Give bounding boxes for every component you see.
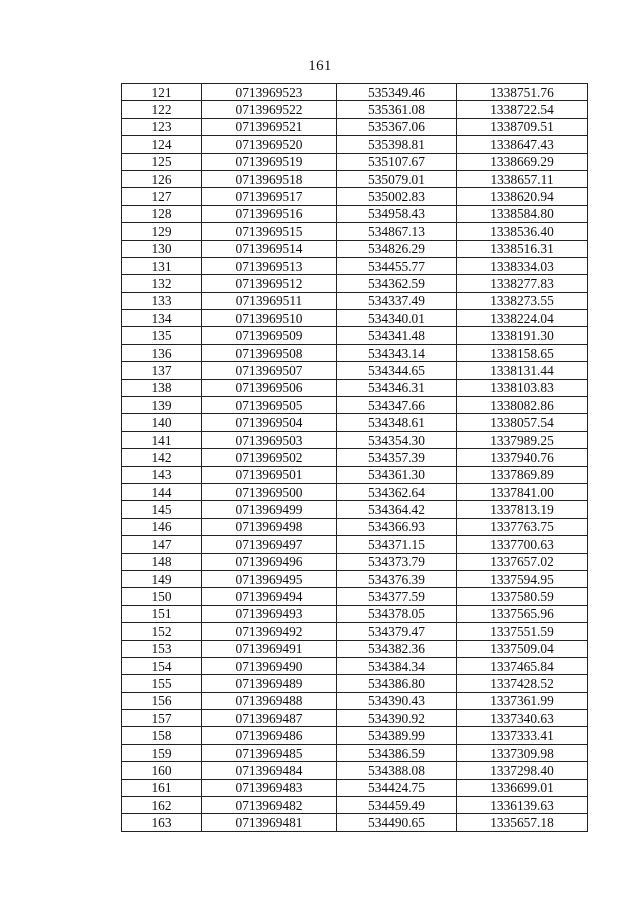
y-coordinate-cell: 1337657.02 bbox=[457, 553, 588, 570]
x-coordinate-cell: 534340.01 bbox=[337, 310, 457, 327]
y-coordinate-cell: 1336699.01 bbox=[457, 779, 588, 796]
x-coordinate-cell: 535107.67 bbox=[337, 153, 457, 170]
table-row bbox=[122, 362, 588, 379]
table-row bbox=[122, 310, 588, 327]
x-coordinate-cell: 535349.46 bbox=[337, 84, 457, 101]
y-coordinate-cell: 1338669.29 bbox=[457, 153, 588, 170]
y-coordinate-cell: 1337340.63 bbox=[457, 710, 588, 727]
parcel-id-cell: 0713969490 bbox=[202, 657, 337, 674]
parcel-id-cell: 0713969487 bbox=[202, 710, 337, 727]
table-row bbox=[122, 449, 588, 466]
x-coordinate-cell: 534424.75 bbox=[337, 779, 457, 796]
parcel-id-cell: 0713969495 bbox=[202, 570, 337, 587]
table-row bbox=[122, 205, 588, 222]
row-number-cell: 138 bbox=[122, 379, 202, 396]
row-number-cell: 156 bbox=[122, 692, 202, 709]
row-number-cell: 139 bbox=[122, 397, 202, 414]
y-coordinate-cell: 1337700.63 bbox=[457, 536, 588, 553]
row-number-cell: 152 bbox=[122, 623, 202, 640]
x-coordinate-cell: 534376.39 bbox=[337, 570, 457, 587]
table-row bbox=[122, 153, 588, 170]
parcel-id-cell: 0713969520 bbox=[202, 136, 337, 153]
x-coordinate-cell: 534455.77 bbox=[337, 257, 457, 274]
row-number-cell: 148 bbox=[122, 553, 202, 570]
parcel-id-cell: 0713969519 bbox=[202, 153, 337, 170]
row-number-cell: 153 bbox=[122, 640, 202, 657]
row-number-cell: 123 bbox=[122, 118, 202, 135]
x-coordinate-cell: 534373.79 bbox=[337, 553, 457, 570]
table-row bbox=[122, 570, 588, 587]
table-row bbox=[122, 779, 588, 796]
coordinates-table-body bbox=[122, 84, 588, 832]
row-number-cell: 162 bbox=[122, 797, 202, 814]
y-coordinate-cell: 1338103.83 bbox=[457, 379, 588, 396]
x-coordinate-cell: 534366.93 bbox=[337, 518, 457, 535]
parcel-id-cell: 0713969503 bbox=[202, 431, 337, 448]
x-coordinate-cell: 534390.43 bbox=[337, 692, 457, 709]
table-row bbox=[122, 536, 588, 553]
y-coordinate-cell: 1337989.25 bbox=[457, 431, 588, 448]
y-coordinate-cell: 1337813.19 bbox=[457, 501, 588, 518]
y-coordinate-cell: 1337869.89 bbox=[457, 466, 588, 483]
y-coordinate-cell: 1338131.44 bbox=[457, 362, 588, 379]
row-number-cell: 121 bbox=[122, 84, 202, 101]
table-row bbox=[122, 327, 588, 344]
x-coordinate-cell: 534386.59 bbox=[337, 744, 457, 761]
row-number-cell: 129 bbox=[122, 223, 202, 240]
row-number-cell: 161 bbox=[122, 779, 202, 796]
y-coordinate-cell: 1337841.00 bbox=[457, 483, 588, 500]
x-coordinate-cell: 535367.06 bbox=[337, 118, 457, 135]
row-number-cell: 130 bbox=[122, 240, 202, 257]
parcel-id-cell: 0713969482 bbox=[202, 797, 337, 814]
row-number-cell: 136 bbox=[122, 344, 202, 361]
x-coordinate-cell: 534343.14 bbox=[337, 344, 457, 361]
table-row bbox=[122, 397, 588, 414]
row-number-cell: 127 bbox=[122, 188, 202, 205]
table-row bbox=[122, 797, 588, 814]
x-coordinate-cell: 534390.92 bbox=[337, 710, 457, 727]
row-number-cell: 133 bbox=[122, 292, 202, 309]
row-number-cell: 141 bbox=[122, 431, 202, 448]
x-coordinate-cell: 534341.48 bbox=[337, 327, 457, 344]
table-row bbox=[122, 118, 588, 135]
x-coordinate-cell: 534459.49 bbox=[337, 797, 457, 814]
parcel-id-cell: 0713969481 bbox=[202, 814, 337, 831]
x-coordinate-cell: 534490.65 bbox=[337, 814, 457, 831]
x-coordinate-cell: 534354.30 bbox=[337, 431, 457, 448]
parcel-id-cell: 0713969491 bbox=[202, 640, 337, 657]
parcel-id-cell: 0713969494 bbox=[202, 588, 337, 605]
parcel-id-cell: 0713969514 bbox=[202, 240, 337, 257]
parcel-id-cell: 0713969489 bbox=[202, 675, 337, 692]
x-coordinate-cell: 535398.81 bbox=[337, 136, 457, 153]
row-number-cell: 146 bbox=[122, 518, 202, 535]
parcel-id-cell: 0713969506 bbox=[202, 379, 337, 396]
y-coordinate-cell: 1337551.59 bbox=[457, 623, 588, 640]
parcel-id-cell: 0713969516 bbox=[202, 205, 337, 222]
table-row bbox=[122, 414, 588, 431]
parcel-id-cell: 0713969501 bbox=[202, 466, 337, 483]
parcel-id-cell: 0713969523 bbox=[202, 84, 337, 101]
row-number-cell: 154 bbox=[122, 657, 202, 674]
y-coordinate-cell: 1337361.99 bbox=[457, 692, 588, 709]
x-coordinate-cell: 534357.39 bbox=[337, 449, 457, 466]
y-coordinate-cell: 1337465.84 bbox=[457, 657, 588, 674]
parcel-id-cell: 0713969499 bbox=[202, 501, 337, 518]
y-coordinate-cell: 1337509.04 bbox=[457, 640, 588, 657]
y-coordinate-cell: 1338516.31 bbox=[457, 240, 588, 257]
y-coordinate-cell: 1338536.40 bbox=[457, 223, 588, 240]
x-coordinate-cell: 534384.34 bbox=[337, 657, 457, 674]
table-row bbox=[122, 188, 588, 205]
parcel-id-cell: 0713969492 bbox=[202, 623, 337, 640]
row-number-cell: 158 bbox=[122, 727, 202, 744]
table-row bbox=[122, 762, 588, 779]
table-row bbox=[122, 675, 588, 692]
x-coordinate-cell: 534344.65 bbox=[337, 362, 457, 379]
x-coordinate-cell: 534378.05 bbox=[337, 605, 457, 622]
parcel-id-cell: 0713969517 bbox=[202, 188, 337, 205]
x-coordinate-cell: 534867.13 bbox=[337, 223, 457, 240]
row-number-cell: 147 bbox=[122, 536, 202, 553]
x-coordinate-cell: 534346.31 bbox=[337, 379, 457, 396]
y-coordinate-cell: 1338191.30 bbox=[457, 327, 588, 344]
table-row bbox=[122, 657, 588, 674]
x-coordinate-cell: 534379.47 bbox=[337, 623, 457, 640]
row-number-cell: 122 bbox=[122, 101, 202, 118]
row-number-cell: 125 bbox=[122, 153, 202, 170]
x-coordinate-cell: 535002.83 bbox=[337, 188, 457, 205]
table-row bbox=[122, 744, 588, 761]
parcel-id-cell: 0713969496 bbox=[202, 553, 337, 570]
row-number-cell: 134 bbox=[122, 310, 202, 327]
row-number-cell: 149 bbox=[122, 570, 202, 587]
parcel-id-cell: 0713969488 bbox=[202, 692, 337, 709]
y-coordinate-cell: 1338277.83 bbox=[457, 275, 588, 292]
y-coordinate-cell: 1337428.52 bbox=[457, 675, 588, 692]
row-number-cell: 155 bbox=[122, 675, 202, 692]
y-coordinate-cell: 1338057.54 bbox=[457, 414, 588, 431]
x-coordinate-cell: 535361.08 bbox=[337, 101, 457, 118]
x-coordinate-cell: 534388.08 bbox=[337, 762, 457, 779]
parcel-id-cell: 0713969508 bbox=[202, 344, 337, 361]
row-number-cell: 150 bbox=[122, 588, 202, 605]
y-coordinate-cell: 1338751.76 bbox=[457, 84, 588, 101]
coordinates-table bbox=[121, 83, 588, 832]
row-number-cell: 151 bbox=[122, 605, 202, 622]
parcel-id-cell: 0713969521 bbox=[202, 118, 337, 135]
parcel-id-cell: 0713969510 bbox=[202, 310, 337, 327]
x-coordinate-cell: 534362.59 bbox=[337, 275, 457, 292]
parcel-id-cell: 0713969500 bbox=[202, 483, 337, 500]
table-row bbox=[122, 623, 588, 640]
y-coordinate-cell: 1337580.59 bbox=[457, 588, 588, 605]
parcel-id-cell: 0713969483 bbox=[202, 779, 337, 796]
y-coordinate-cell: 1337298.40 bbox=[457, 762, 588, 779]
row-number-cell: 128 bbox=[122, 205, 202, 222]
table-row bbox=[122, 483, 588, 500]
table-row bbox=[122, 136, 588, 153]
x-coordinate-cell: 534382.36 bbox=[337, 640, 457, 657]
table-row bbox=[122, 692, 588, 709]
y-coordinate-cell: 1338584.80 bbox=[457, 205, 588, 222]
x-coordinate-cell: 535079.01 bbox=[337, 170, 457, 187]
table-row bbox=[122, 727, 588, 744]
x-coordinate-cell: 534348.61 bbox=[337, 414, 457, 431]
parcel-id-cell: 0713969511 bbox=[202, 292, 337, 309]
table-row bbox=[122, 466, 588, 483]
table-row bbox=[122, 501, 588, 518]
table-row bbox=[122, 553, 588, 570]
table-row bbox=[122, 292, 588, 309]
parcel-id-cell: 0713969497 bbox=[202, 536, 337, 553]
x-coordinate-cell: 534364.42 bbox=[337, 501, 457, 518]
y-coordinate-cell: 1338709.51 bbox=[457, 118, 588, 135]
parcel-id-cell: 0713969498 bbox=[202, 518, 337, 535]
y-coordinate-cell: 1338620.94 bbox=[457, 188, 588, 205]
row-number-cell: 145 bbox=[122, 501, 202, 518]
row-number-cell: 143 bbox=[122, 466, 202, 483]
y-coordinate-cell: 1337763.75 bbox=[457, 518, 588, 535]
y-coordinate-cell: 1338722.54 bbox=[457, 101, 588, 118]
y-coordinate-cell: 1337333.41 bbox=[457, 727, 588, 744]
row-number-cell: 131 bbox=[122, 257, 202, 274]
y-coordinate-cell: 1338224.04 bbox=[457, 310, 588, 327]
y-coordinate-cell: 1338647.43 bbox=[457, 136, 588, 153]
row-number-cell: 126 bbox=[122, 170, 202, 187]
parcel-id-cell: 0713969505 bbox=[202, 397, 337, 414]
y-coordinate-cell: 1337940.76 bbox=[457, 449, 588, 466]
page-number: 161 bbox=[308, 58, 332, 74]
x-coordinate-cell: 534337.49 bbox=[337, 292, 457, 309]
table-row bbox=[122, 240, 588, 257]
table-row bbox=[122, 84, 588, 101]
y-coordinate-cell: 1338158.65 bbox=[457, 344, 588, 361]
table-row bbox=[122, 275, 588, 292]
parcel-id-cell: 0713969515 bbox=[202, 223, 337, 240]
parcel-id-cell: 0713969504 bbox=[202, 414, 337, 431]
row-number-cell: 124 bbox=[122, 136, 202, 153]
parcel-id-cell: 0713969486 bbox=[202, 727, 337, 744]
parcel-id-cell: 0713969512 bbox=[202, 275, 337, 292]
parcel-id-cell: 0713969509 bbox=[202, 327, 337, 344]
y-coordinate-cell: 1338657.11 bbox=[457, 170, 588, 187]
table-row bbox=[122, 257, 588, 274]
parcel-id-cell: 0713969493 bbox=[202, 605, 337, 622]
row-number-cell: 157 bbox=[122, 710, 202, 727]
parcel-id-cell: 0713969518 bbox=[202, 170, 337, 187]
row-number-cell: 159 bbox=[122, 744, 202, 761]
parcel-id-cell: 0713969485 bbox=[202, 744, 337, 761]
table-row bbox=[122, 518, 588, 535]
x-coordinate-cell: 534377.59 bbox=[337, 588, 457, 605]
row-number-cell: 160 bbox=[122, 762, 202, 779]
y-coordinate-cell: 1338082.86 bbox=[457, 397, 588, 414]
row-number-cell: 142 bbox=[122, 449, 202, 466]
row-number-cell: 137 bbox=[122, 362, 202, 379]
y-coordinate-cell: 1337309.98 bbox=[457, 744, 588, 761]
parcel-id-cell: 0713969522 bbox=[202, 101, 337, 118]
row-number-cell: 132 bbox=[122, 275, 202, 292]
table-row bbox=[122, 640, 588, 657]
parcel-id-cell: 0713969502 bbox=[202, 449, 337, 466]
x-coordinate-cell: 534826.29 bbox=[337, 240, 457, 257]
table-row bbox=[122, 814, 588, 831]
x-coordinate-cell: 534362.64 bbox=[337, 483, 457, 500]
x-coordinate-cell: 534371.15 bbox=[337, 536, 457, 553]
y-coordinate-cell: 1338273.55 bbox=[457, 292, 588, 309]
table-row bbox=[122, 101, 588, 118]
y-coordinate-cell: 1335657.18 bbox=[457, 814, 588, 831]
parcel-id-cell: 0713969484 bbox=[202, 762, 337, 779]
row-number-cell: 140 bbox=[122, 414, 202, 431]
table-row bbox=[122, 431, 588, 448]
x-coordinate-cell: 534361.30 bbox=[337, 466, 457, 483]
parcel-id-cell: 0713969507 bbox=[202, 362, 337, 379]
x-coordinate-cell: 534958.43 bbox=[337, 205, 457, 222]
y-coordinate-cell: 1337565.96 bbox=[457, 605, 588, 622]
row-number-cell: 163 bbox=[122, 814, 202, 831]
y-coordinate-cell: 1338334.03 bbox=[457, 257, 588, 274]
table-row bbox=[122, 223, 588, 240]
parcel-id-cell: 0713969513 bbox=[202, 257, 337, 274]
table-row bbox=[122, 588, 588, 605]
y-coordinate-cell: 1336139.63 bbox=[457, 797, 588, 814]
row-number-cell: 135 bbox=[122, 327, 202, 344]
y-coordinate-cell: 1337594.95 bbox=[457, 570, 588, 587]
table-row bbox=[122, 710, 588, 727]
row-number-cell: 144 bbox=[122, 483, 202, 500]
table-row bbox=[122, 344, 588, 361]
x-coordinate-cell: 534386.80 bbox=[337, 675, 457, 692]
table-row bbox=[122, 605, 588, 622]
table-row bbox=[122, 170, 588, 187]
x-coordinate-cell: 534389.99 bbox=[337, 727, 457, 744]
x-coordinate-cell: 534347.66 bbox=[337, 397, 457, 414]
table-row bbox=[122, 379, 588, 396]
